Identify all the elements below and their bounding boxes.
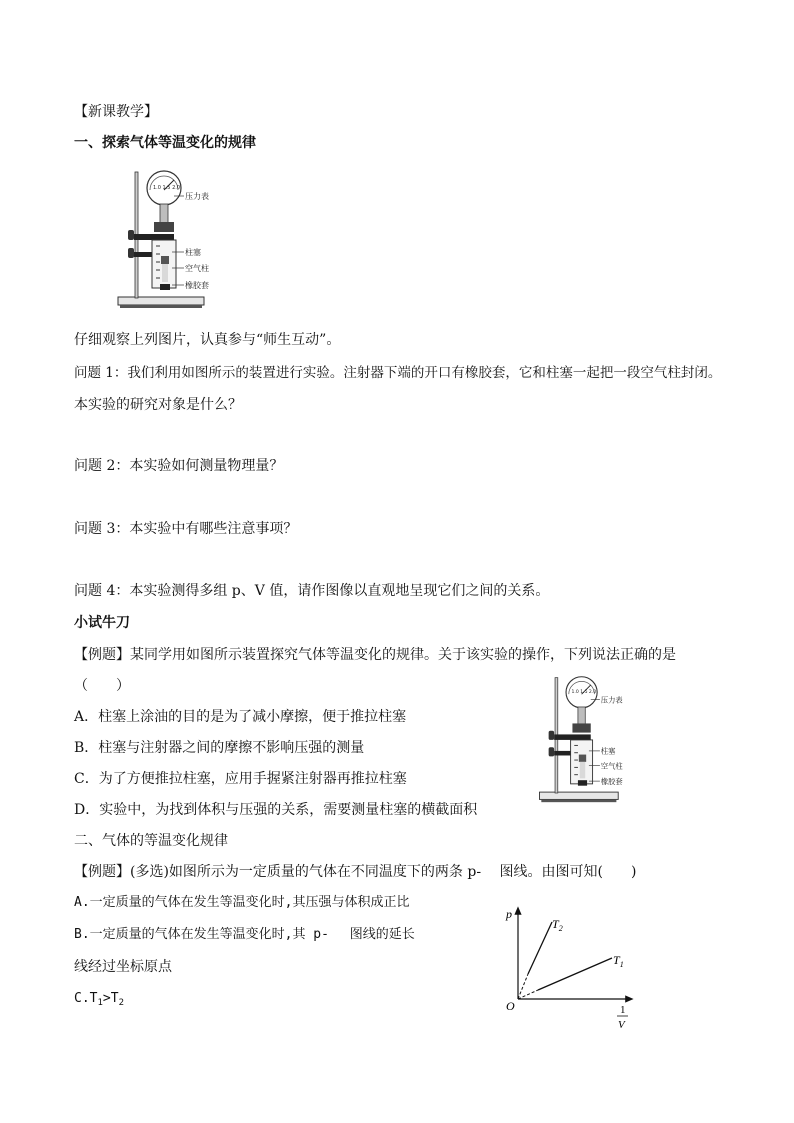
example-2-stem: 【例题】(多选)如图所示为一定质量的气体在不同温度下的两条 p- 图线。由图可知( )	[74, 864, 637, 880]
label-plunger-2: 柱塞	[600, 746, 616, 756]
t1-line	[538, 958, 612, 990]
question-1-line-1: 问题 1：我们利用如图所示的装置进行实验。注射器下端的开口有橡胶套，它和柱塞一起把一段空气柱封闭。	[74, 365, 722, 381]
example-2-option-c: $C.T_1>T_2$	[74, 991, 124, 1008]
example-1-option-a: A．柱塞上涂油的目的是为了减小摩擦，便于推拉柱塞	[74, 709, 407, 725]
x-axis-label-denominator: V	[618, 1019, 625, 1031]
example-2-option-b-line-2: 线经过坐标原点	[74, 959, 172, 975]
label-rubber-cap: 橡胶套	[185, 281, 209, 290]
p-inverse-v-graph	[500, 902, 640, 1032]
question-1-line-2: 本实验的研究对象是什么？	[74, 397, 242, 413]
question-3: 问题 3：本实验中有哪些注意事项？	[74, 521, 298, 537]
label-air-column-2: 空气柱	[600, 761, 623, 771]
example-2-option-b-line-1: B.一定质量的气体在发生等温变化时,其 p- 图线的延长	[74, 927, 415, 942]
example-1-stem: 【例题】某同学用如图所示装置探究气体等温变化的规律。关于该实验的操作，下列说法正确的是	[74, 647, 676, 663]
example-2-option-a: A.一定质量的气体在发生等温变化时,其压强与体积成正比	[74, 895, 410, 910]
label-gauge-2: 压力表	[600, 695, 623, 705]
section2-title: 二、气体的等温变化规律	[74, 833, 228, 849]
y-axis-label: p	[506, 907, 512, 921]
apparatus-figure-2	[532, 674, 644, 804]
question-4: 问题 4：本实验测得多组 p、V 值，请作图像以直观地呈现它们之间的关系。	[74, 583, 550, 599]
label-rubber-cap-2: 橡胶套	[600, 776, 623, 786]
origin-label: O	[506, 999, 515, 1013]
label-gauge: 压力表	[185, 192, 209, 201]
apparatus-figure-1	[116, 168, 226, 310]
label-air-column: 空气柱	[185, 264, 209, 273]
example-1-paren: （ ）	[74, 678, 130, 694]
question-2: 问题 2：本实验如何测量物理量？	[74, 458, 284, 474]
t1-extension	[518, 990, 538, 999]
section-tag: 【新课教学】	[74, 104, 158, 120]
gauge-dial-text: 1.0 1.5 2.0	[153, 185, 181, 191]
label-plunger: 柱塞	[185, 248, 201, 257]
t2-extension	[518, 974, 528, 999]
t2-label: $T_2$	[552, 917, 563, 933]
section1-title: 一、探索气体等温变化的规律	[74, 135, 256, 151]
x-axis-label-numerator: 1	[620, 1004, 626, 1016]
practice-title: 小试牛刀	[74, 615, 130, 631]
t2-line	[528, 922, 552, 974]
example-1-option-c: C．为了方便推拉柱塞，应用手握紧注射器再推拉柱塞	[74, 771, 407, 787]
example-1-option-d: D．实验中，为找到体积与压强的关系，需要测量柱塞的横截面积	[74, 802, 478, 818]
example-1-option-b: B．柱塞与注射器之间的摩擦不影响压强的测量	[74, 740, 365, 756]
gauge-dial-text-2: 1.0 1.5 2.0	[571, 690, 597, 696]
intro-text: 仔细观察上列图片，认真参与“师生互动”。	[74, 332, 341, 348]
t1-label: $T_1$	[613, 953, 624, 969]
